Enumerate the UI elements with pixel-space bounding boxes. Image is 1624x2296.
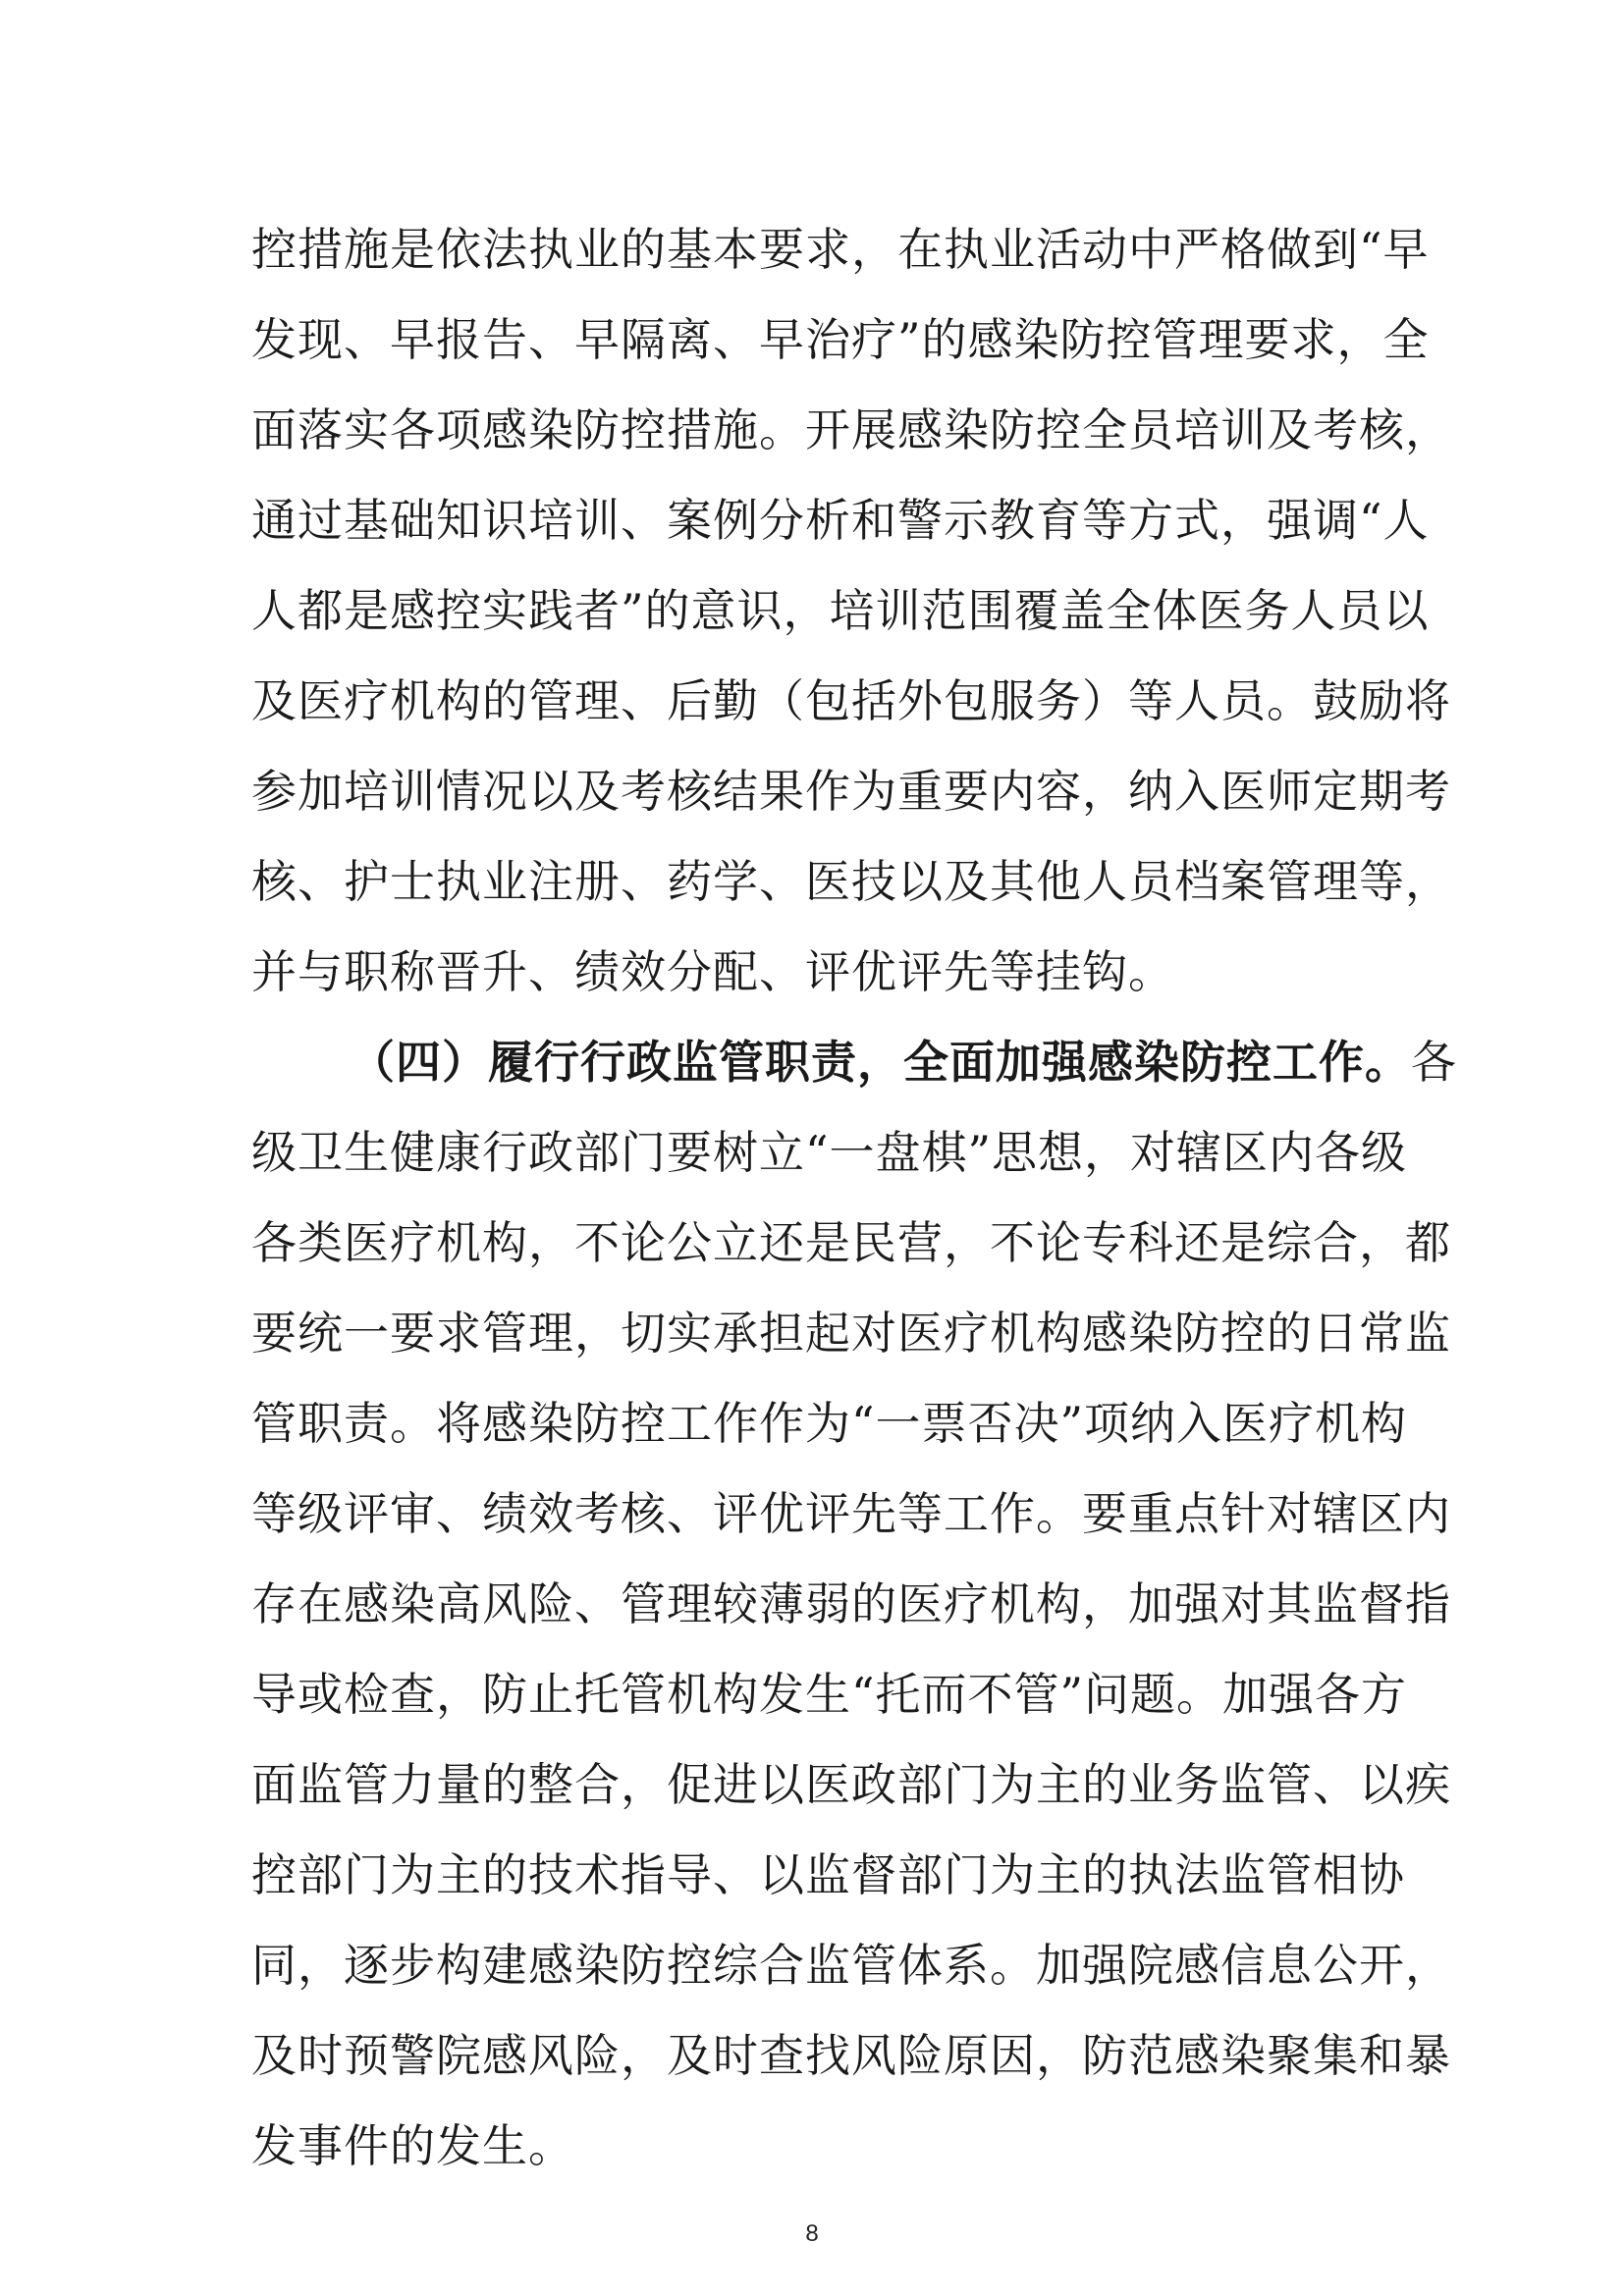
paragraph-line: 核、护士执业注册、药学、医技以及其他人员档案管理等， xyxy=(251,855,1451,908)
paragraph-line: 面监管力量的整合，促进以医政部门为主的业务监管、以疾 xyxy=(251,1758,1451,1811)
section-heading-line xyxy=(350,1035,1457,1090)
section-heading: （四）履行行政监管职责，全面加强感染防控工作。 xyxy=(350,1036,1411,1089)
paragraph-line: 要统一要求管理，切实承担起对医疗机构感染防控的日常监 xyxy=(251,1307,1451,1360)
paragraph-line: 面落实各项感染防控措施。开展感染防控全员培训及考核， xyxy=(251,403,1451,456)
section-heading-tail: 各 xyxy=(1411,1036,1457,1089)
paragraph-line-last: 发事件的发生。 xyxy=(251,2119,574,2172)
paragraph-line: 导或检查，防止托管机构发生“托而不管”问题。加强各方 xyxy=(251,1668,1408,1721)
paragraph-line: 同，逐步构建感染防控综合监管体系。加强院感信息公开， xyxy=(251,1939,1451,1992)
page-number: 8 xyxy=(805,2220,819,2247)
paragraph-line: 管职责。将感染防控工作作为“一票否决”项纳入医疗机构 xyxy=(251,1397,1408,1450)
paragraph-line: 及医疗机构的管理、后勤（包括外包服务）等人员。鼓励将 xyxy=(251,674,1451,727)
paragraph-line: 发现、早报告、早隔离、早治疗”的感染防控管理要求，全 xyxy=(251,313,1430,366)
paragraph-line: 控措施是依法执业的基本要求，在执业活动中严格做到“早 xyxy=(251,223,1430,276)
paragraph-line: 通过基础知识培训、案例分析和警示教育等方式，强调“人 xyxy=(251,494,1430,547)
paragraph-line: 人都是感控实践者”的意识，培训范围覆盖全体医务人员以 xyxy=(251,584,1430,637)
paragraph-line: 参加培训情况以及考核结果作为重要内容，纳入医师定期考 xyxy=(251,765,1451,818)
paragraph-line: 等级评审、绩效考核、评优评先等工作。要重点针对辖区内 xyxy=(251,1487,1451,1540)
paragraph-line: 各类医疗机构，不论公立还是民营，不论专科还是综合，都 xyxy=(251,1216,1451,1269)
paragraph-line: 存在感染高风险、管理较薄弱的医疗机构，加强对其监督指 xyxy=(251,1577,1451,1630)
paragraph-line: 级卫生健康行政部门要树立“一盘棋”思想，对辖区内各级 xyxy=(251,1126,1408,1179)
paragraph-line: 及时预警院感风险，及时查找风险原因，防范感染聚集和暴 xyxy=(251,2029,1451,2082)
paragraph-line: 控部门为主的技术指导、以监督部门为主的执法监管相协 xyxy=(251,1848,1405,1901)
paragraph-line-last: 并与职称晋升、绩效分配、评优评先等挂钩。 xyxy=(251,945,1174,998)
